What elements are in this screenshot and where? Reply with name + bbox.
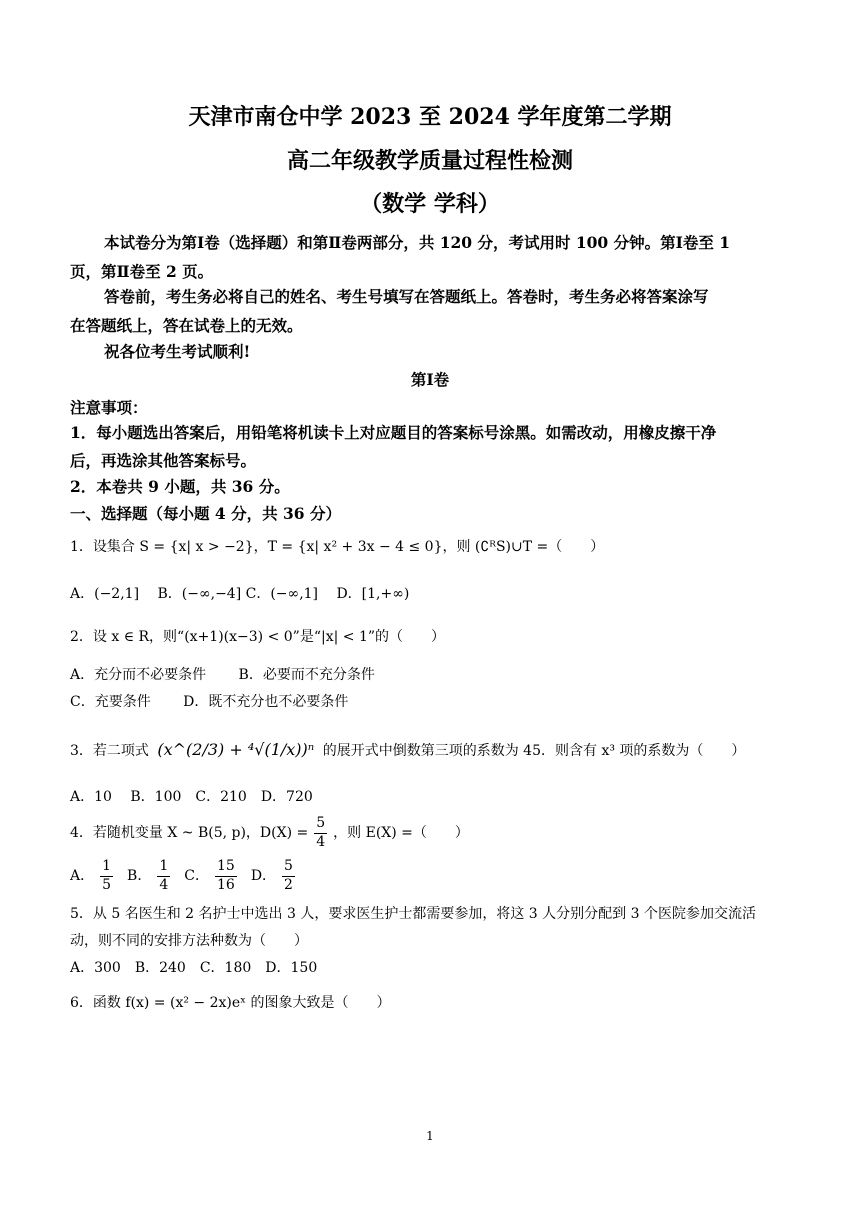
- variance-numerator: 5: [314, 816, 327, 833]
- intro-line-4: 在答题纸上，答在试卷上的无效。: [70, 316, 303, 335]
- part-heading: 一、选择题（每小题 4 分，共 36 分）: [70, 504, 341, 523]
- intro-line-5: 祝各位考生考试顺利!: [104, 342, 251, 361]
- question-5-line-2: 动，则不同的安排方法种数为（ ）: [70, 933, 308, 949]
- question-3-stem: [70, 742, 745, 758]
- exam-title: 高二年级教学质量过程性检测: [286, 148, 573, 174]
- question-2-options-line-2: C．充要条件 D．既不充分也不必要条件: [70, 694, 349, 710]
- question-5-options: A．300 B．240 C．180 D．150: [70, 960, 318, 976]
- option-a-denominator: 5: [102, 876, 112, 893]
- notice-label: 注意事项：: [70, 398, 148, 417]
- page-number: 1: [426, 1129, 434, 1143]
- option-a-label: A．: [70, 868, 95, 884]
- question-4-stem: [70, 816, 469, 850]
- option-c-numerator: 15: [215, 859, 237, 876]
- option-d-label: D．: [250, 868, 277, 884]
- option-b-numerator: 1: [157, 859, 170, 876]
- variance-fraction: [314, 816, 327, 850]
- variance-denominator: 4: [316, 833, 326, 850]
- question-5-line-1: 5．从 5 名医生和 2 名护士中选出 3 人，要求医生护士都需要参加，将这 3 人分别分配到 3 个医院参加交流活: [70, 906, 756, 922]
- option-d-fraction: [282, 859, 295, 893]
- option-c-fraction: [215, 859, 237, 893]
- question-4-options: [70, 858, 301, 894]
- intro-line-1: 本试卷分为第Ⅰ卷（选择题）和第Ⅱ卷两部分，共 120 分，考试用时 100 分钟。第Ⅰ卷至 1: [104, 233, 731, 252]
- option-b-fraction: [157, 859, 170, 893]
- option-b-label: B．: [127, 868, 152, 884]
- question-1-stem: 1．设集合 S = {x| x > −2}，T = {x| x² + 3x − 4 ≤ 0}，则 (∁ᴿS)∪T =（ ）: [70, 539, 605, 555]
- option-d-denominator: 2: [284, 876, 293, 893]
- option-c-denominator: 16: [216, 876, 235, 893]
- note-2: 2．本卷共 9 小题，共 36 分。: [70, 477, 290, 496]
- option-a-numerator: 1: [100, 859, 113, 876]
- question-4-suffix: ，则 E(X) =（ ）: [333, 825, 469, 841]
- option-a-fraction: [100, 859, 113, 893]
- question-2-options-line-1: A．充分而不必要条件 B．必要而不充分条件: [70, 667, 375, 683]
- intro-line-3: 答卷前，考生务必将自己的姓名、考生号填写在答题纸上。答卷时，考生务必将答案涂写: [104, 287, 709, 306]
- question-6-stem: 6．函数 f(x) = (x² − 2x)eˣ 的图象大致是（ ）: [70, 995, 391, 1011]
- question-3-suffix: 的展开式中倒数第三项的系数为 45．则含有 x³ 项的系数为（ ）: [322, 743, 746, 759]
- school-title: 天津市南仓中学 2023 至 2024 学年度第二学期: [188, 104, 672, 130]
- subject-title: （数学 学科）: [360, 191, 500, 217]
- option-b-denominator: 4: [159, 876, 169, 893]
- section-heading: 第Ⅰ卷: [410, 370, 450, 389]
- binomial-expression: (x^(2/3) + ⁴√(1/x))ⁿ: [157, 740, 315, 759]
- note-1-line-1: 1．每小题选出答案后，用铅笔将机读卡上对应题目的答案标号涂黑。如需改动，用橡皮擦干净: [70, 423, 717, 442]
- question-1-options: A．(−2,1] B．(−∞,−4] C．(−∞,1] D．[1,+∞): [70, 586, 410, 602]
- note-1-line-2: 后，再选涂其他答案标号。: [70, 451, 257, 470]
- option-d-numerator: 5: [282, 859, 295, 876]
- option-c-label: C．: [184, 868, 209, 884]
- question-3-options: A．10 B．100 C．210 D．720: [70, 789, 313, 805]
- question-3-prefix: 3．若二项式: [70, 743, 149, 759]
- question-4-prefix: 4．若随机变量 X ~ B(5, p)，D(X) =: [70, 825, 309, 841]
- intro-line-2: 页，第Ⅱ卷至 2 页。: [70, 262, 214, 281]
- question-2-stem: 2．设 x ∈ R，则“(x+1)(x−3) < 0”是“|x| < 1”的（ ）: [70, 629, 446, 645]
